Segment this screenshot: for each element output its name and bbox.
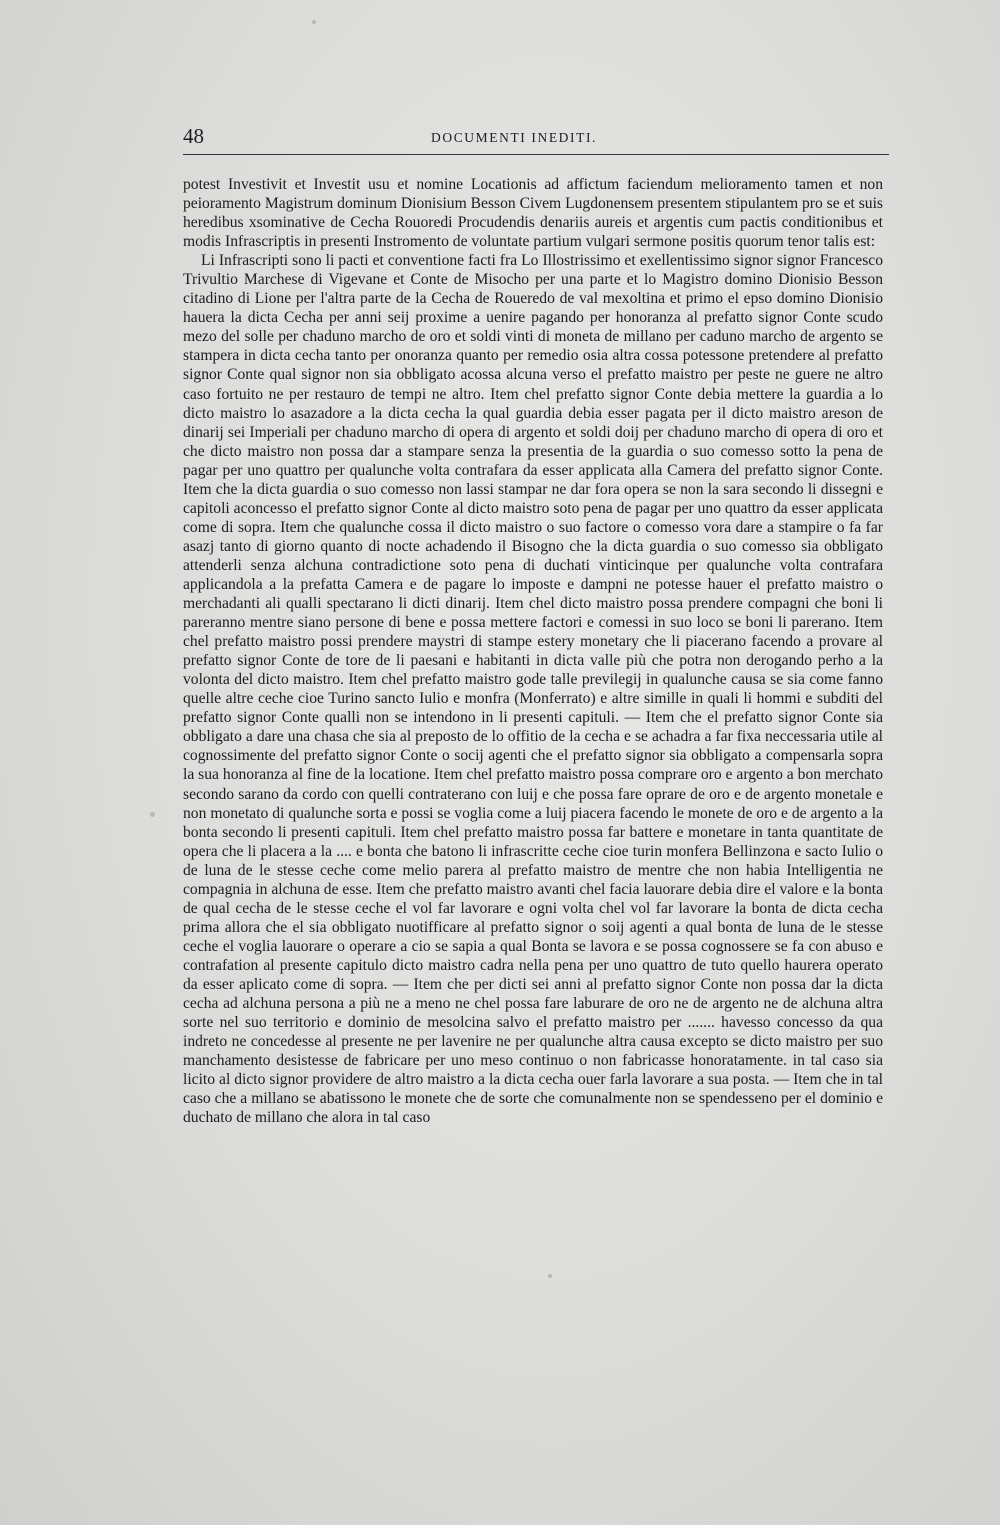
paragraph: potest Investivit et Investit usu et nomine Locationis ad affictum faciendum melioramento tamen et non peioramento Magistrum dominum Dionisium Besson Civem Lugdonensem presentem stipulantem pro se et suis heredibus xsominative de Cecha Rouoredi Procudendis denariis aureis et argentis cum pactis conditionibus et modis Infrascriptis in presenti Instromento de voluntate partium vulgari sermone positis quorum tenor talis est: [183,176,883,251]
page-number: 48 [183,124,204,148]
page-header [183,124,889,152]
body-text [183,175,883,1127]
paper-speck [548,1274,552,1278]
paper-speck [150,812,155,817]
running-title: DOCUMENTI INEDITI. [431,130,598,145]
paragraph: Li Infrascripti sono li pacti et conventione facti fra Lo Illostrissimo et exellentissimo signor signor Francesco Trivultio Marchese di Vigevane et Conte de Misocho per una parte et lo Magistro domino Dionisio Besson citadino di Lione per l'altra parte de la Cecha de Roueredo de val mexoltina et primo el epso domino Dionisio hauera la dicta Cecha per anni seij proxime a uenire pagando per honoranza al prefatto signor Conte scudo mezo del solle per chaduno marcho de oro et soldi vinti di moneta de millano per caduno marcho de argento se stampera in dicta cecha tanto per onoranza quanto per remedio osia altra cossa potessone pretendere al prefatto signor Conte qual signor non sia obbligato acossa alcuna verso el prefatto maistro per peste ne guere ne altro caso fortuito ne per restauro de tempi ne altro. Item chel prefatto signor Conte debia mettere la guardia a lo dicto maistro lo asazadore a la dicta cecha la qual guardia debia esser pagata per il dicto maistro areson de dinarij sei Imperiali per chaduno marcho di opera di argento et soldi doij per chaduno marcho di opera di oro et che dicto maistro non possa dar a stampare senza la presentia de la guardia o suo comesso sotto la pena de pagar per uno quattro per qualunche volta contrafara da esser applicata alla Camera del prefatto signor Conte. Item che la dicta guardia o suo comesso non lassi stampar ne dar fora opera se non la sara secondo li dissegni e capitoli aconcesso el prefatto signor Conte al dicto maistro soto pena de pagar per uno quattro da esser applicata come di sopra. Item che qualunche cossa il dicto maistro o suo factore o comesso vora dare a stampire o fa far asazj tanto di giorno quanto di nocte achadendo il Bisogno che la dicta guardia o suo comesso sia obbligato attenderli senza alchuna contradictione soto pena di duchati vinticinque per qualunche volta contrafara applicandola a la prefatta Camera e de pagare lo imposte e dampni ne potesse hauer el prefatto maistro o merchadanti ali qualli spectarano li dicti dinarij. Item chel dicto maistro possa prendere compagni che boni li pareranno mentre siano persone di bene e possa mettere factori e comessi in suo loco se boni li parerano. Item chel prefatto maistro possi prendere maystri di stampe estery monetary che li piacerano facendo a provare al prefatto signor Conte de tore de li paesani e habitanti in dicta valle più che potra non derogando perho a la volonta del dicto maistro. Item chel prefatto maistro gode talle previlegij in qualunche causa se sia come fanno quelle altre ceche cioe Turino sancto Iulio e monfra (Monferrato) e altre simille in quali li hommi e subditi del prefatto signor Conte qualli non se intendono in li presenti capituli. — Item che el prefatto signor Conte sia obbligato a dare una chasa che sia al preposto de lo offitio de la cecha e se achadra a far fixa neccessaria utile al cognossimente del prefatto signor Conte o socij agenti che el prefatto signor sia obbligato a compensarla sopra la sua honoranza al fine de la locatione. Item chel prefatto maistro possa comprare oro e argento a bon merchato secondo sarano da cordo con quelli contraterano con luij e che possa fare oprare de oro e de argento monetale e non monetato di qualunche sorta e possi se voglia come a luij piacera facendo le monete de oro e de argento a la bonta secondo li presenti capituli. Item chel prefatto maistro possa far battere e monetare in tanta quantitate de opera che li placera a la .... e bonta che batono li infrascritte ceche cioe turin monfera Bellinzona e sacto Iulio o de luna de le stesse ceche come melio parera al prefatto maistro de mentre che non habia Intelligentia ne compagnia in alchuna de esse. Item che prefatto maistro avanti chel facia lauorare debia dire el valore e la bonta de qual cecha de le stesse ceche el vol far lavorare e ogni volta chel vol far lavorare la bonta de dicta cecha prima allora che el sia obbligato nuotifficare al prefatto signor o soij agenti a qual bonta de luna de le stesse ceche el voglia lauorare o operare a cio se sapia a qual Bonta se lavora e se possa cognossere se fa con abuso e contrafation al presente capitulo dicto maistro cadra nella pena per uno quattro de tuto quello haurera operato da esser aplicato come di sopra. — Item che per dicti sei anni al prefatto signor Conte non possa dar la dicta cecha ad alchuna persona a più ne a meno ne chel possa fare laburare de oro ne de argento ne de alchuna altra sorte nel suo territorio e dominio de mesolcina salvo el prefatto maistro per ....... havesso concesso da qua indreto ne concedesse al presente ne per lavenire ne per qualunche altra causa excepto se dicto maistro per suo manchamento desistesse de fabricare per uno meso continuo o non fabricasse honoratamente. in tal caso sia licito al dicto signor providere de altro maistro a la dicta cecha ouer farla lavorare a sua posta. — Item che in tal caso che a millano se abatissono le monete che de sorte che comunalmente non se spendesseno per el dominio e duchato de millano che alora in tal caso [183,252,883,1127]
paper-speck [312,20,316,24]
header-rule [183,154,889,155]
